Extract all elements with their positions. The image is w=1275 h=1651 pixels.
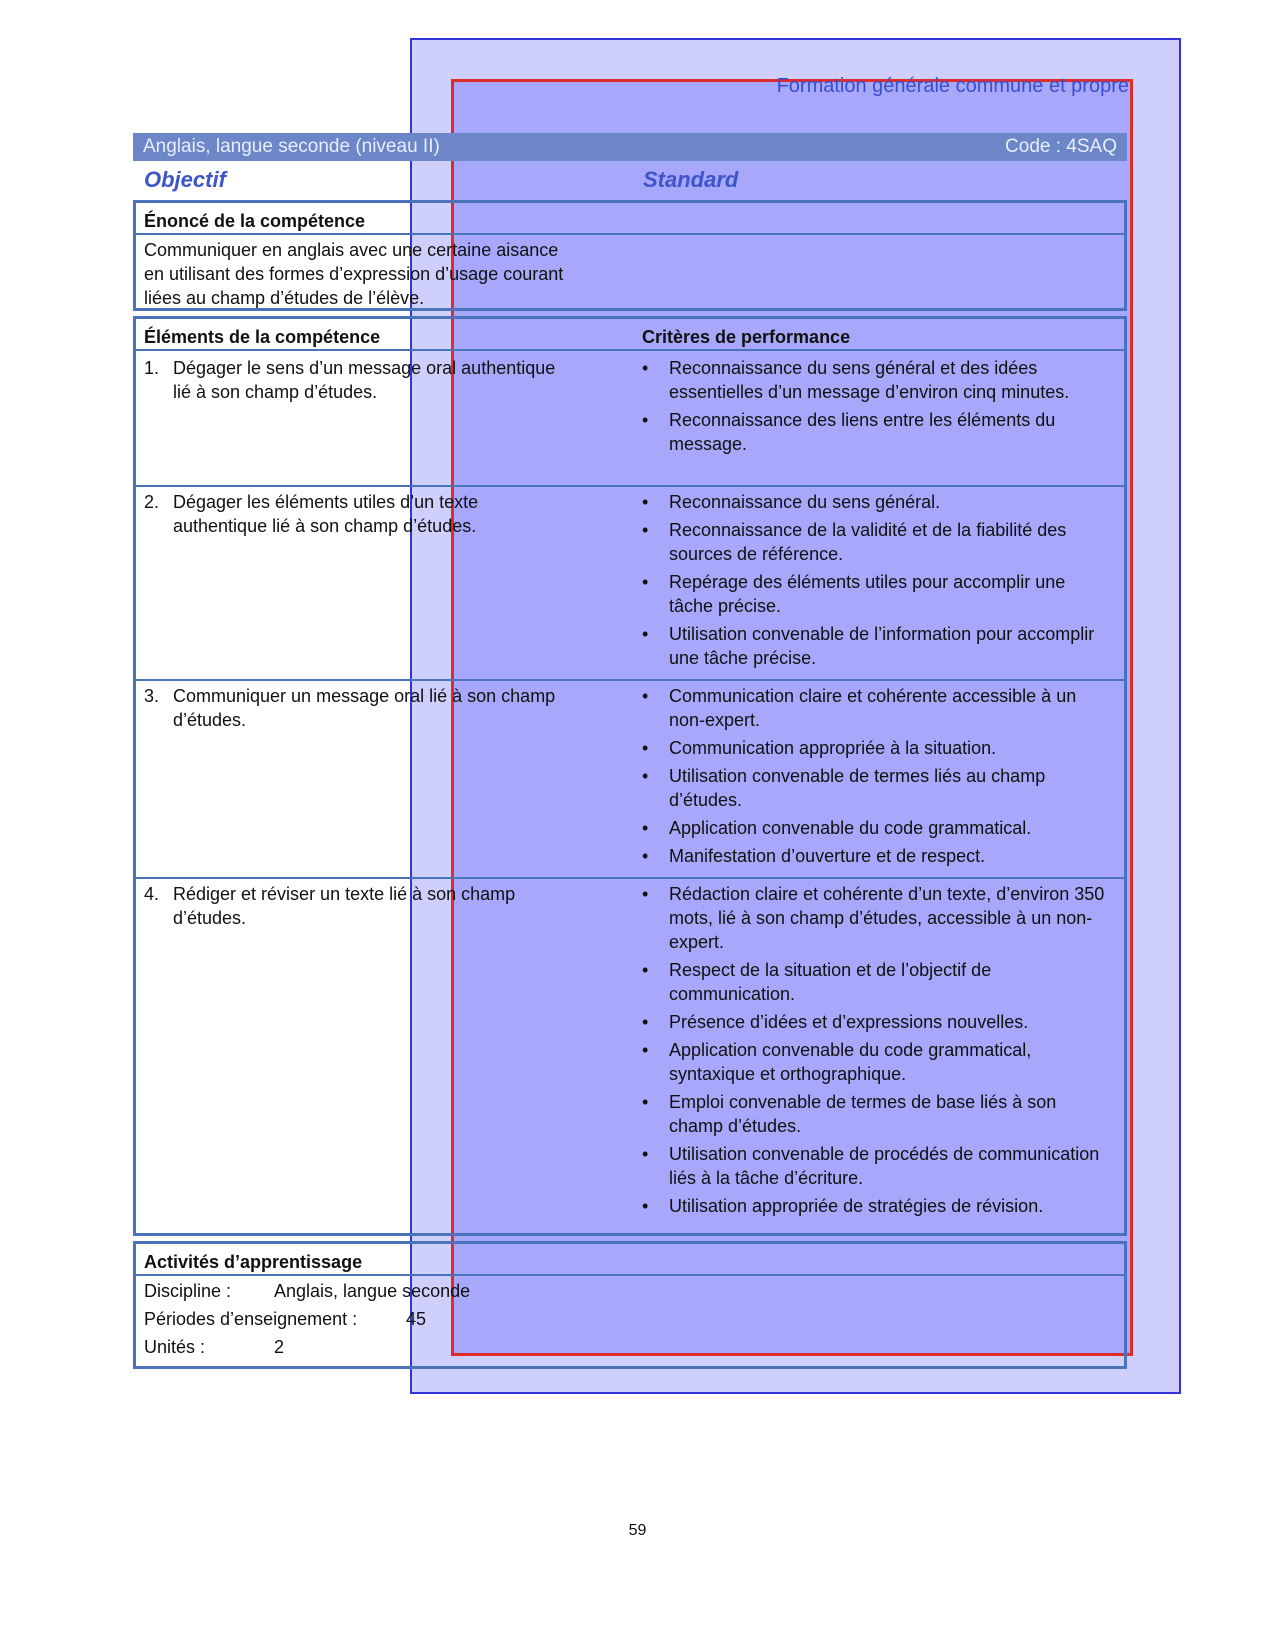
element-text-line: lié à son champ d’études. <box>173 382 378 402</box>
element-text-line: d’études. <box>173 710 247 730</box>
bullet-icon: • <box>642 738 649 758</box>
criterion-item <box>642 408 1108 456</box>
criterion-item <box>642 736 1108 760</box>
divider <box>136 877 1124 879</box>
bullet-icon: • <box>642 960 649 980</box>
divider <box>136 1274 1124 1276</box>
standard-heading: Standard <box>643 167 739 192</box>
criterion-item <box>642 490 1108 514</box>
criterion-text: Reconnaissance des liens entre les éléments du message. <box>669 410 1056 454</box>
criterion-item <box>642 958 1108 1006</box>
discipline-row <box>144 1280 470 1302</box>
criterion-item <box>642 882 1108 954</box>
element-item <box>144 882 614 930</box>
criterion-text: Reconnaissance du sens général. <box>669 492 941 512</box>
element-text-line: d’études. <box>173 908 247 928</box>
element-item <box>144 490 614 538</box>
criterion-item <box>642 356 1108 404</box>
element-number: 1. <box>144 358 160 378</box>
bullet-icon: • <box>642 1144 649 1164</box>
enonce-line: en utilisant des formes d’expression d’usage courant <box>144 264 564 284</box>
enonce-line: liées au champ d’études de l’élève. <box>144 288 425 308</box>
criterion-item <box>642 518 1108 566</box>
criterion-text: Reconnaissance du sens général et des idées essentielles d’un message d’environ cinq minutes. <box>669 358 1070 402</box>
criterion-item <box>642 622 1108 670</box>
bullet-icon: • <box>642 492 649 512</box>
unites-label: Unités : <box>144 1337 206 1357</box>
criterion-text: Utilisation convenable de termes liés au champ d’études. <box>669 766 1046 810</box>
bullet-icon: • <box>642 520 649 540</box>
divider <box>136 679 1124 681</box>
criteria-list <box>642 490 1108 674</box>
element-text-line: Communiquer un message oral lié à son champ <box>173 686 556 706</box>
activites-box <box>133 1241 1127 1369</box>
periodes-row <box>144 1308 426 1330</box>
criterion-item <box>642 844 1108 868</box>
criterion-text: Communication appropriée à la situation. <box>669 738 997 758</box>
criterion-item <box>642 1038 1108 1086</box>
element-text-line: Dégager les éléments utiles d’un texte <box>173 492 479 512</box>
course-title-band <box>133 133 1127 161</box>
discipline-label: Discipline : <box>144 1281 232 1301</box>
criteria-list <box>642 684 1108 872</box>
criterion-text: Utilisation convenable de procédés de communication liés à la tâche d’écriture. <box>669 1144 1100 1188</box>
element-number: 2. <box>144 492 160 512</box>
bullet-icon: • <box>642 624 649 644</box>
bullet-icon: • <box>642 1040 649 1060</box>
bullet-icon: • <box>642 1196 649 1216</box>
bullet-icon: • <box>642 884 649 904</box>
bullet-icon: • <box>642 410 649 430</box>
periodes-value: 45 <box>406 1309 427 1329</box>
element-item <box>144 684 614 732</box>
criterion-text: Rédaction claire et cohérente d’un texte, d’environ 350 mots, lié à son champ d’études, accessible à un non-expert. <box>669 884 1105 952</box>
criteria-list <box>642 882 1108 1222</box>
bullet-icon: • <box>642 572 649 592</box>
bullet-icon: • <box>642 846 649 866</box>
criterion-item <box>642 816 1108 840</box>
course-code: Code : 4SAQ <box>1005 136 1117 157</box>
criterion-text: Communication claire et cohérente accessible à un non-expert. <box>669 686 1077 730</box>
bullet-icon: • <box>642 686 649 706</box>
bullet-icon: • <box>642 1092 649 1112</box>
enonce-title: Énoncé de la compétence <box>144 211 366 231</box>
criterion-item <box>642 1142 1108 1190</box>
criteria-list <box>642 356 1108 460</box>
divider <box>136 349 1124 351</box>
criterion-text: Manifestation d’ouverture et de respect. <box>669 846 986 866</box>
criterion-text: Utilisation appropriée de stratégies de révision. <box>669 1196 1044 1216</box>
objectif-heading: Objectif <box>144 167 226 192</box>
enonce-line: Communiquer en anglais avec une certaine aisance <box>144 240 559 260</box>
unites-value: 2 <box>274 1337 285 1357</box>
unites-row <box>144 1336 284 1358</box>
bullet-icon: • <box>642 766 649 786</box>
elements-criteria-box <box>133 316 1127 1236</box>
bullet-icon: • <box>642 818 649 838</box>
element-number: 4. <box>144 884 160 904</box>
criterion-item <box>642 764 1108 812</box>
criterion-item <box>642 570 1108 618</box>
criterion-text: Présence d’idées et d’expressions nouvelles. <box>669 1012 1029 1032</box>
running-head: Formation générale commune et propre <box>776 75 1129 97</box>
criterion-text: Respect de la situation et de l’objectif de communication. <box>669 960 992 1004</box>
criterion-text: Application convenable du code grammatical, syntaxique et orthographique. <box>669 1040 1032 1084</box>
element-number: 3. <box>144 686 160 706</box>
divider <box>136 233 1124 235</box>
bullet-icon: • <box>642 1012 649 1032</box>
criterion-text: Utilisation convenable de l’information pour accomplir une tâche précise. <box>669 624 1095 668</box>
criterion-text: Emploi convenable de termes de base liés à son champ d’études. <box>669 1092 1057 1136</box>
criterion-text: Application convenable du code grammatical. <box>669 818 1032 838</box>
page-number: 59 <box>628 1522 647 1539</box>
criterion-text: Reconnaissance de la validité et de la fiabilité des sources de référence. <box>669 520 1067 564</box>
criteria-title: Critères de performance <box>642 327 851 347</box>
element-item <box>144 356 614 404</box>
activites-title: Activités d’apprentissage <box>144 1252 363 1272</box>
divider <box>136 485 1124 487</box>
criterion-text: Repérage des éléments utiles pour accomplir une tâche précise. <box>669 572 1066 616</box>
criterion-item <box>642 1090 1108 1138</box>
enonce-box <box>133 200 1127 311</box>
element-text-line: Dégager le sens d’un message oral authentique <box>173 358 556 378</box>
element-text-line: authentique lié à son champ d’études. <box>173 516 477 536</box>
course-title: Anglais, langue seconde (niveau II) <box>143 136 440 157</box>
bullet-icon: • <box>642 358 649 378</box>
element-text-line: Rédiger et réviser un texte lié à son champ <box>173 884 516 904</box>
criterion-item <box>642 1194 1108 1218</box>
criterion-item <box>642 684 1108 732</box>
periodes-label: Périodes d’enseignement : <box>144 1309 358 1329</box>
elements-title: Éléments de la compétence <box>144 327 381 347</box>
criterion-item <box>642 1010 1108 1034</box>
discipline-value: Anglais, langue seconde <box>274 1281 471 1301</box>
